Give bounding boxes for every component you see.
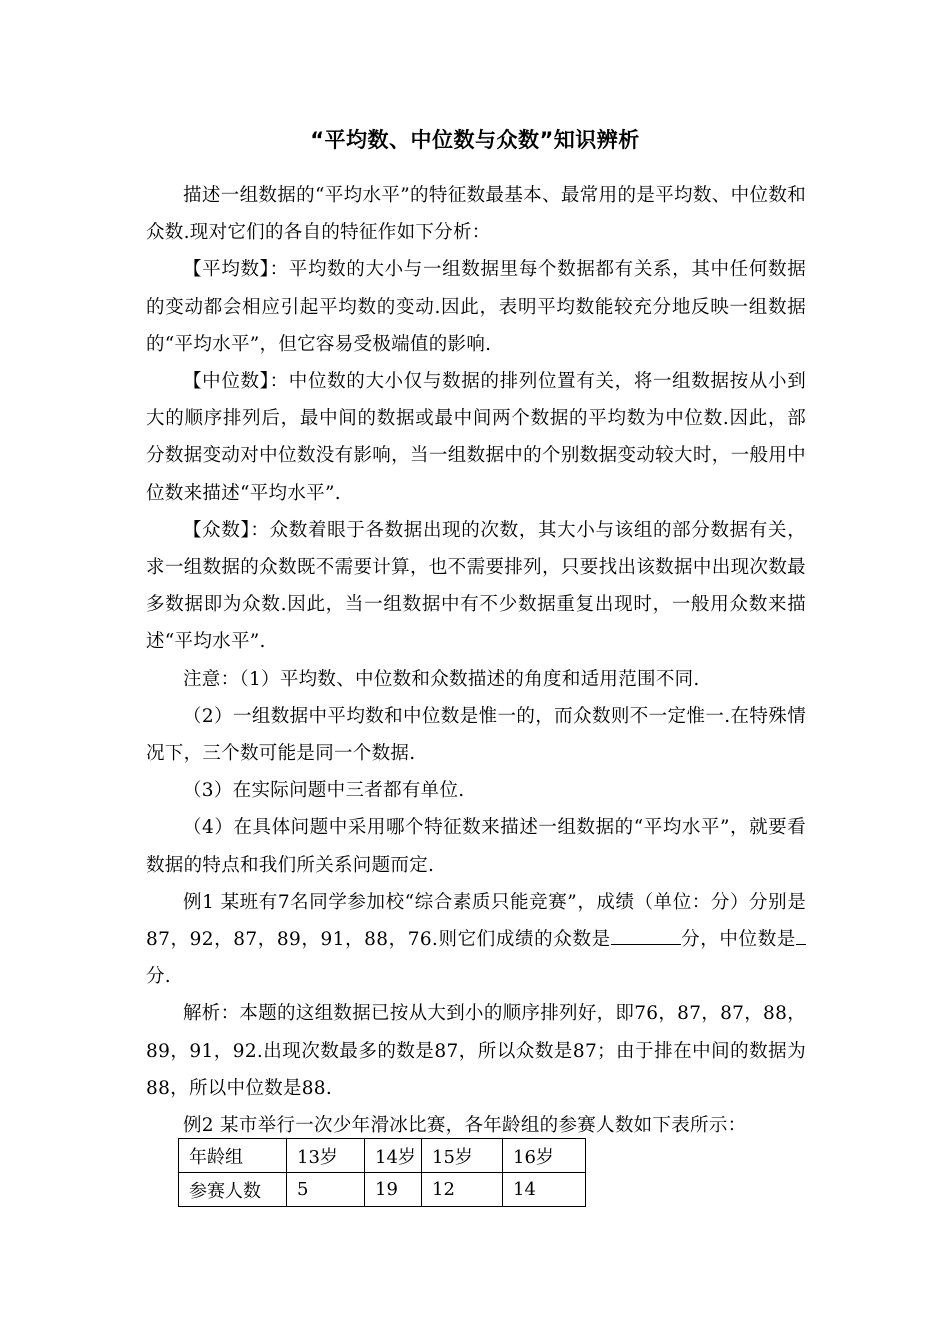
- table-cell: 年龄组: [179, 1139, 287, 1173]
- note-3: （3）在实际问题中三者都有单位.: [183, 780, 465, 802]
- solution-1: 解析：本题的这组数据已按从大到小的顺序排列好，即76，87，87，88，89，91，92.出现次数最多的数是87，所以众数是87；由于排在中间的数据为88，所以中位数是88.: [146, 1003, 806, 1099]
- table-cell: 参赛人数: [179, 1173, 287, 1207]
- table-cell: 12: [422, 1173, 503, 1207]
- example-1-text-b: 分，中位数是: [680, 929, 796, 951]
- table-cell: 14: [503, 1173, 586, 1207]
- table-row: [179, 1173, 586, 1207]
- table-cell: 14岁: [365, 1139, 422, 1173]
- table-cell: 15岁: [422, 1139, 503, 1173]
- example-2: 例2 某市举行一次少年滑冰比赛，各年龄组的参赛人数如下表所示：: [183, 1115, 747, 1137]
- answer-blank-median[interactable]: [796, 926, 806, 945]
- example-1: [146, 884, 806, 996]
- page-title: “平均数、中位数与众数”知识辨析: [310, 128, 640, 152]
- median-paragraph: 【中位数】：中位数的大小仅与数据的排列位置有关，将一组数据按从小到大的顺序排列后，最中间的数据或最中间两个数据的平均数为中位数.因此，部分数据变动对中位数没有影响，当一组数据中的个别数据变动较大时，一般用中位数来描述“平均水平”.: [146, 371, 806, 504]
- mean-paragraph: 【平均数】：平均数的大小与一组数据里每个数据都有关系，其中任何数据的变动都会相应引起平均数的变动.因此，表明平均数能较充分地反映一组数据的“平均水平”，但它容易受极端值的影响.: [146, 259, 806, 355]
- table-cell: 5: [287, 1173, 365, 1207]
- table-row: [179, 1139, 586, 1173]
- table-cell: 16岁: [503, 1139, 586, 1173]
- example-1-text-a: 例1 某班有7名同学参加校“综合素质只能竞赛”，成绩（单位：分）分别是87，92，87，89，91，88，76.则它们成绩的众数是: [146, 891, 806, 951]
- note-4: （4）在具体问题中采用哪个特征数来描述一组数据的“平均水平”，就要看数据的特点和我们所关系问题而定.: [146, 817, 806, 876]
- note-2: （2）一组数据中平均数和中位数是惟一的，而众数则不一定惟一.在特殊情况下，三个数可能是同一个数据.: [146, 705, 806, 765]
- intro-paragraph: 描述一组数据的“平均水平”的特征数最基本、最常用的是平均数、中位数和众数.现对它们的各自的特征作如下分析：: [146, 185, 806, 244]
- answer-blank-mode[interactable]: [611, 926, 681, 945]
- note-1: 注意：（1）平均数、中位数和众数描述的角度和适用范围不同.: [183, 668, 700, 690]
- table-cell: 13岁: [287, 1139, 365, 1173]
- age-group-table: [178, 1138, 586, 1207]
- table-cell: 19: [365, 1173, 422, 1207]
- mode-paragraph: 【众数】：众数着眼于各数据出现的次数，其大小与该组的部分数据有关，求一组数据的众数既不需要计算，也不需要排列，只要找出该数据中出现次数最多数据即为众数.因此，当一组数据中有不少数据重复出现时，一般用众数来描述“平均水平”.: [146, 519, 806, 653]
- document-body: [146, 177, 806, 1144]
- example-1-text-c: 分.: [146, 966, 171, 988]
